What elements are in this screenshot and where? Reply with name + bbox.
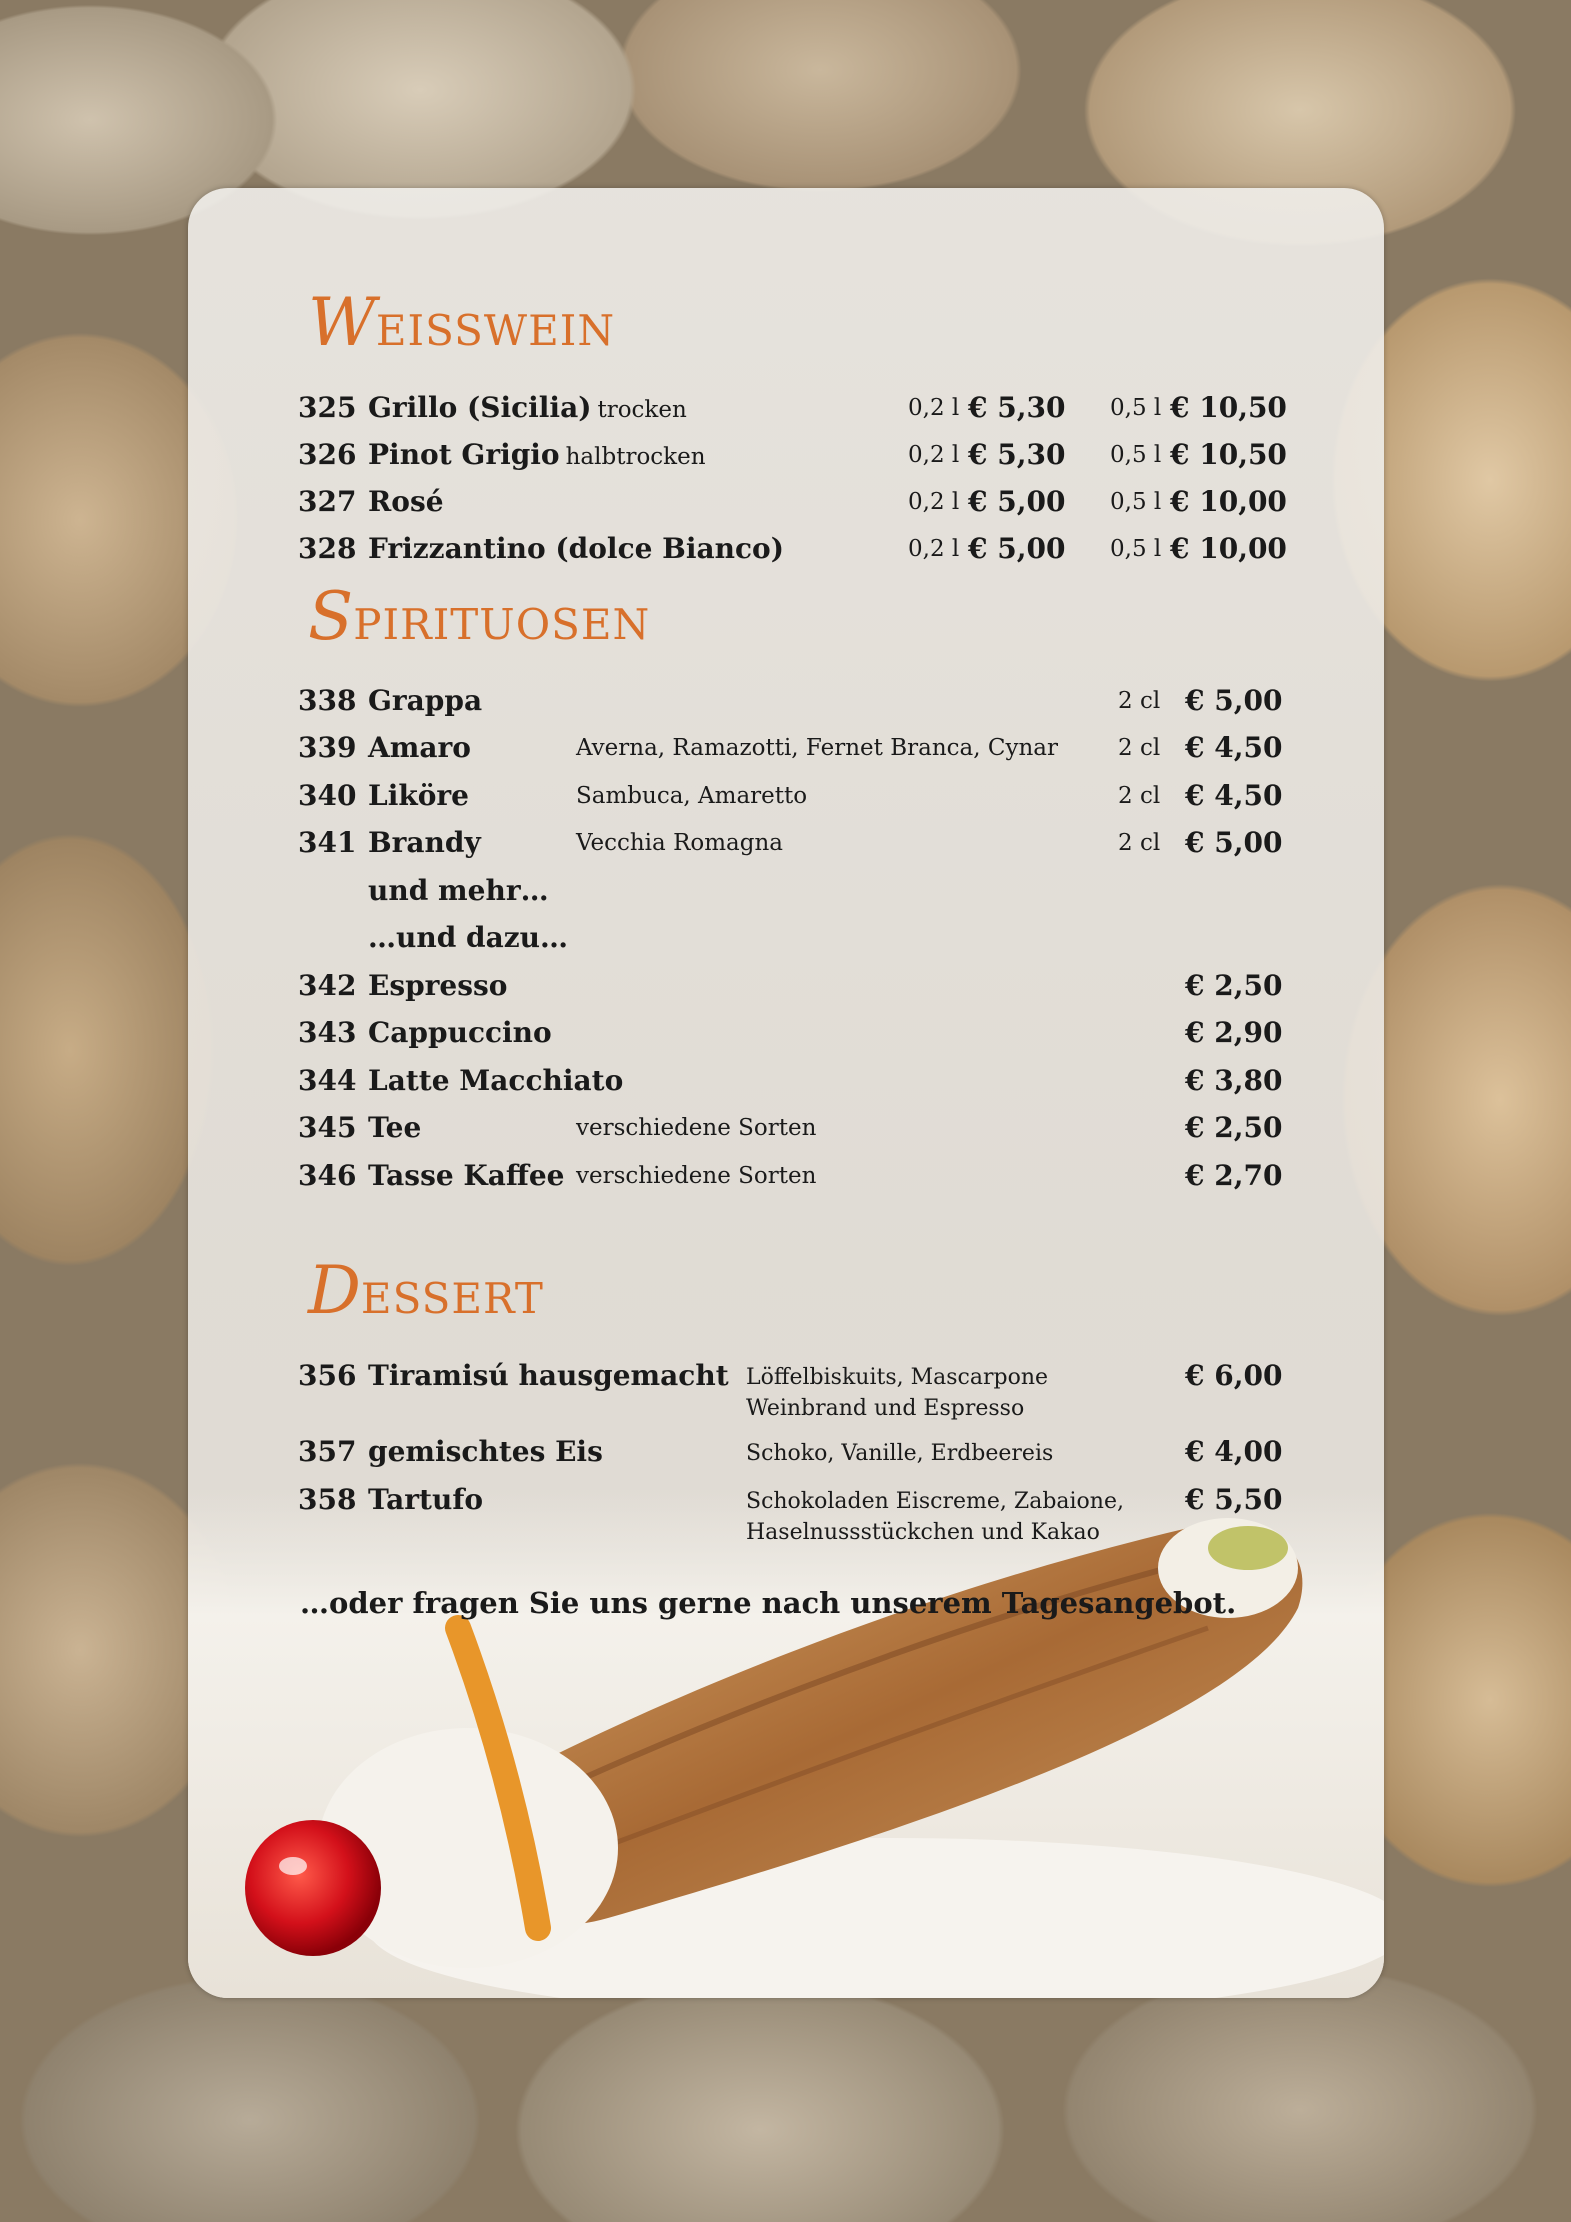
menu-note: …und dazu… bbox=[368, 921, 569, 954]
heading-spirituosen: SPIRITUOSEN bbox=[308, 578, 651, 655]
menu-item: 328 Frizzantino (dolce Bianco) 0,2 l € 5,00 0,5 l € 10,00 bbox=[298, 532, 1287, 565]
menu-item: 346 Tasse Kaffee verschiedene Sorten € 2,70 bbox=[298, 1159, 1283, 1192]
menu-note: und mehr… bbox=[368, 874, 549, 907]
heading-weisswein: WEISSWEIN bbox=[308, 284, 616, 361]
heading-dessert: DESSERT bbox=[308, 1252, 544, 1329]
menu-item: 345 Tee verschiedene Sorten € 2,50 bbox=[298, 1111, 1283, 1144]
menu-item: 338 Grappa 2 cl € 5,00 bbox=[298, 684, 1283, 717]
menu-item: 343 Cappuccino € 2,90 bbox=[298, 1016, 1283, 1049]
menu-item: 327 Rosé 0,2 l € 5,00 0,5 l € 10,00 bbox=[298, 485, 1287, 518]
menu-panel: WEISSWEIN 325 Grillo (Sicilia) trocken 0,2 l € 5,30 0,5 l € 10,50 326 Pinot Grigio halbtrocken 0,2 l € 5,30 0,5 l € 10,50 327 Rosé 0,2 l € 5,00 0,5 l € 10,00 328 Frizzantino (dolce Bianco) 0,2 l € 5,00 0,5 l € 10,00 SPIRITUOSEN 338 Grappa 2 cl € 5,00 339 Amaro Averna, Ramazotti, Fernet Branca, Cynar 2 cl € 4,50 340 Liköre Sambuca, Amaretto 2 cl € 4,50 341 Brandy Vecchia Romagna 2 cl € 5,00 und mehr… …und dazu… 342 Espresso € 2,50 343 Cappuccino € 2,90 344 Latte Macchiato € 3,80 345 Tee verschiedene Sorten € 2,50 346 Tasse Kaffee verschiedene Sorten € 2,70 DESSERT 356 Tiramisú hausgemacht Löffelbiskuits, Mascarpone Weinbrand und Espresso € 6,00 357 gemischtes Eis Schoko, Vanille, Erdbeereis € 4,00 358 Tartufo Schokoladen Eiscreme, Zabaione, Haselnussstückchen und Kakao € 5,50 …oder fragen Sie uns gerne nach unserem Tagesangebot. bbox=[188, 188, 1384, 1998]
menu-item: 341 Brandy Vecchia Romagna 2 cl € 5,00 bbox=[298, 826, 1283, 859]
menu-item: 326 Pinot Grigio halbtrocken 0,2 l € 5,30 0,5 l € 10,50 bbox=[298, 438, 1287, 471]
daily-offer-note: …oder fragen Sie uns gerne nach unserem Tagesangebot. bbox=[300, 1586, 1237, 1620]
menu-item: 344 Latte Macchiato € 3,80 bbox=[298, 1064, 1283, 1097]
menu-item: 342 Espresso € 2,50 bbox=[298, 969, 1283, 1002]
menu-item: 340 Liköre Sambuca, Amaretto 2 cl € 4,50 bbox=[298, 779, 1283, 812]
menu-item: 339 Amaro Averna, Ramazotti, Fernet Branca, Cynar 2 cl € 4,50 bbox=[298, 731, 1283, 764]
menu-item: 325 Grillo (Sicilia) trocken 0,2 l € 5,30 0,5 l € 10,50 bbox=[298, 391, 1287, 424]
